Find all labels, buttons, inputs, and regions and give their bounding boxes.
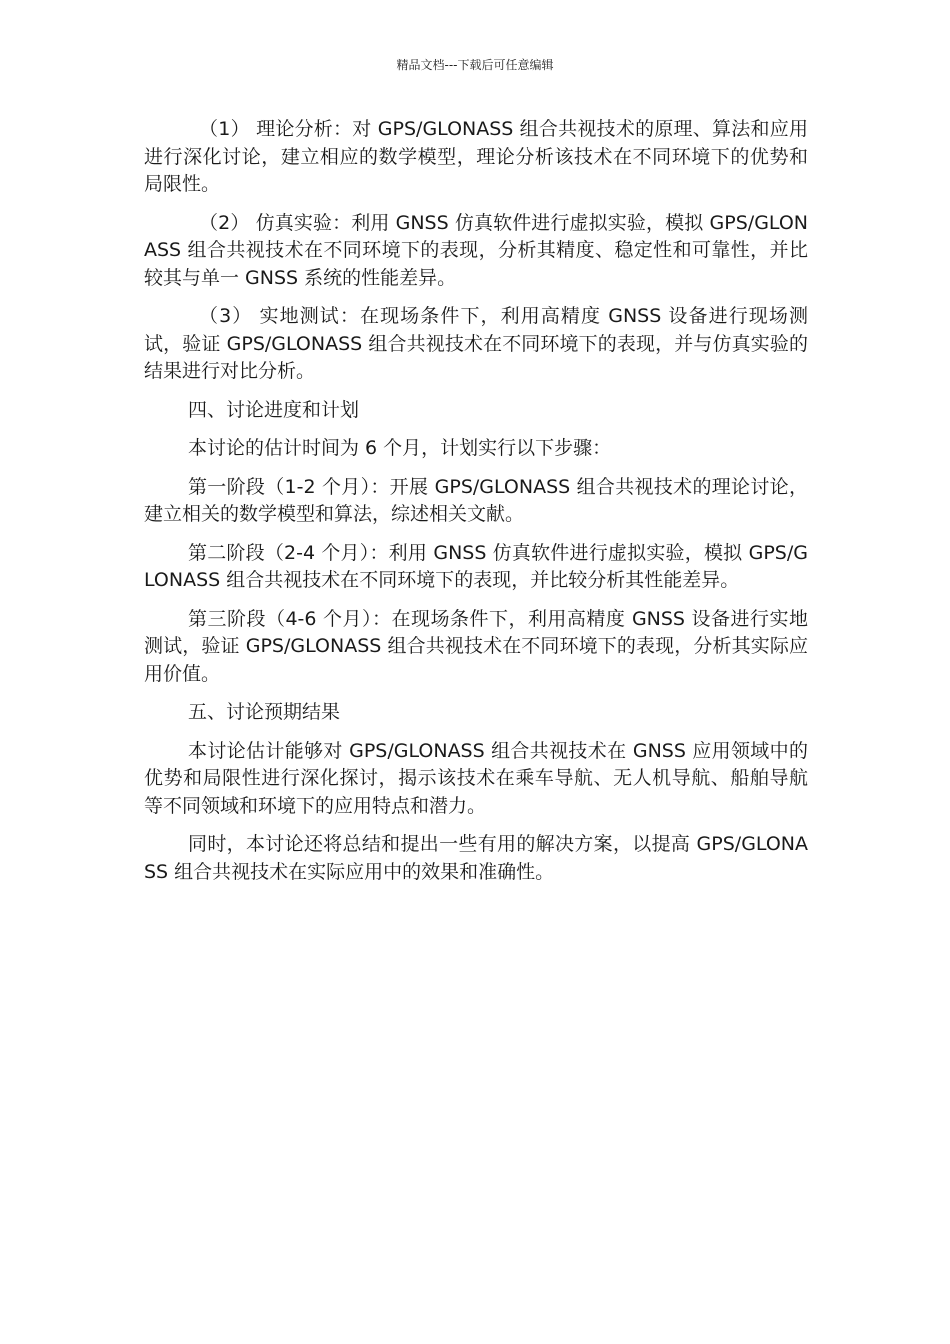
paragraph-theory-analysis: （1） 理论分析：对 GPS/GLONASS 组合共视技术的原理、算法和应用进行深化讨论，建立相应的数学模型，理论分析该技术在不同环境下的优势和局限性。	[144, 118, 808, 195]
paragraph-simulation-experiment: （2） 仿真实验：利用 GNSS 仿真软件进行虚拟实验，模拟 GPS/GLONASS 组合共视技术在不同环境下的表现，分析其精度、稳定性和可靠性，并比较其与单一 GNSS 系统的性能差异。	[144, 211, 808, 289]
paragraph-phase-two: 第二阶段（2-4 个月）：利用 GNSS 仿真软件进行虚拟实验，模拟 GPS/GLONASS 组合共视技术在不同环境下的表现，并比较分析其性能差异。	[144, 541, 808, 591]
paragraph-phase-one: 第一阶段（1-2 个月）：开展 GPS/GLONASS 组合共视技术的理论讨论，建立相关的数学模型和算法，综述相关文献。	[144, 475, 808, 525]
paragraph-solutions: 同时，本讨论还将总结和提出一些有用的解决方案，以提高 GPS/GLONASS 组合共视技术在实际应用中的效果和准确性。	[144, 833, 808, 883]
paragraph-expected-results: 本讨论估计能够对 GPS/GLONASS 组合共视技术在 GNSS 应用领域中的优势和局限性进行深化探讨，揭示该技术在乘车导航、无人机导航、船舶导航等不同领域和环境下的应用特点和潜力。	[144, 739, 808, 817]
section-heading-progress-plan: 四、讨论进度和计划	[188, 398, 360, 421]
paragraph-field-test: （3） 实地测试：在现场条件下，利用高精度 GNSS 设备进行现场测试，验证 GPS/GLONASS 组合共视技术在不同环境下的表现，并与仿真实验的结果进行对比分析。	[144, 305, 808, 382]
paragraph-phase-three: 第三阶段（4-6 个月）：在现场条件下，利用高精度 GNSS 设备进行实地测试，验证 GPS/GLONASS 组合共视技术在不同环境下的表现，分析其实际应用价值。	[144, 607, 808, 685]
document-body	[144, 116, 808, 897]
page-header: 精品文档---下载后可任意编辑	[396, 58, 554, 72]
section-heading-expected-results: 五、讨论预期结果	[188, 701, 341, 723]
paragraph-estimated-time: 本讨论的估计时间为 6 个月，计划实行以下步骤：	[188, 437, 612, 459]
